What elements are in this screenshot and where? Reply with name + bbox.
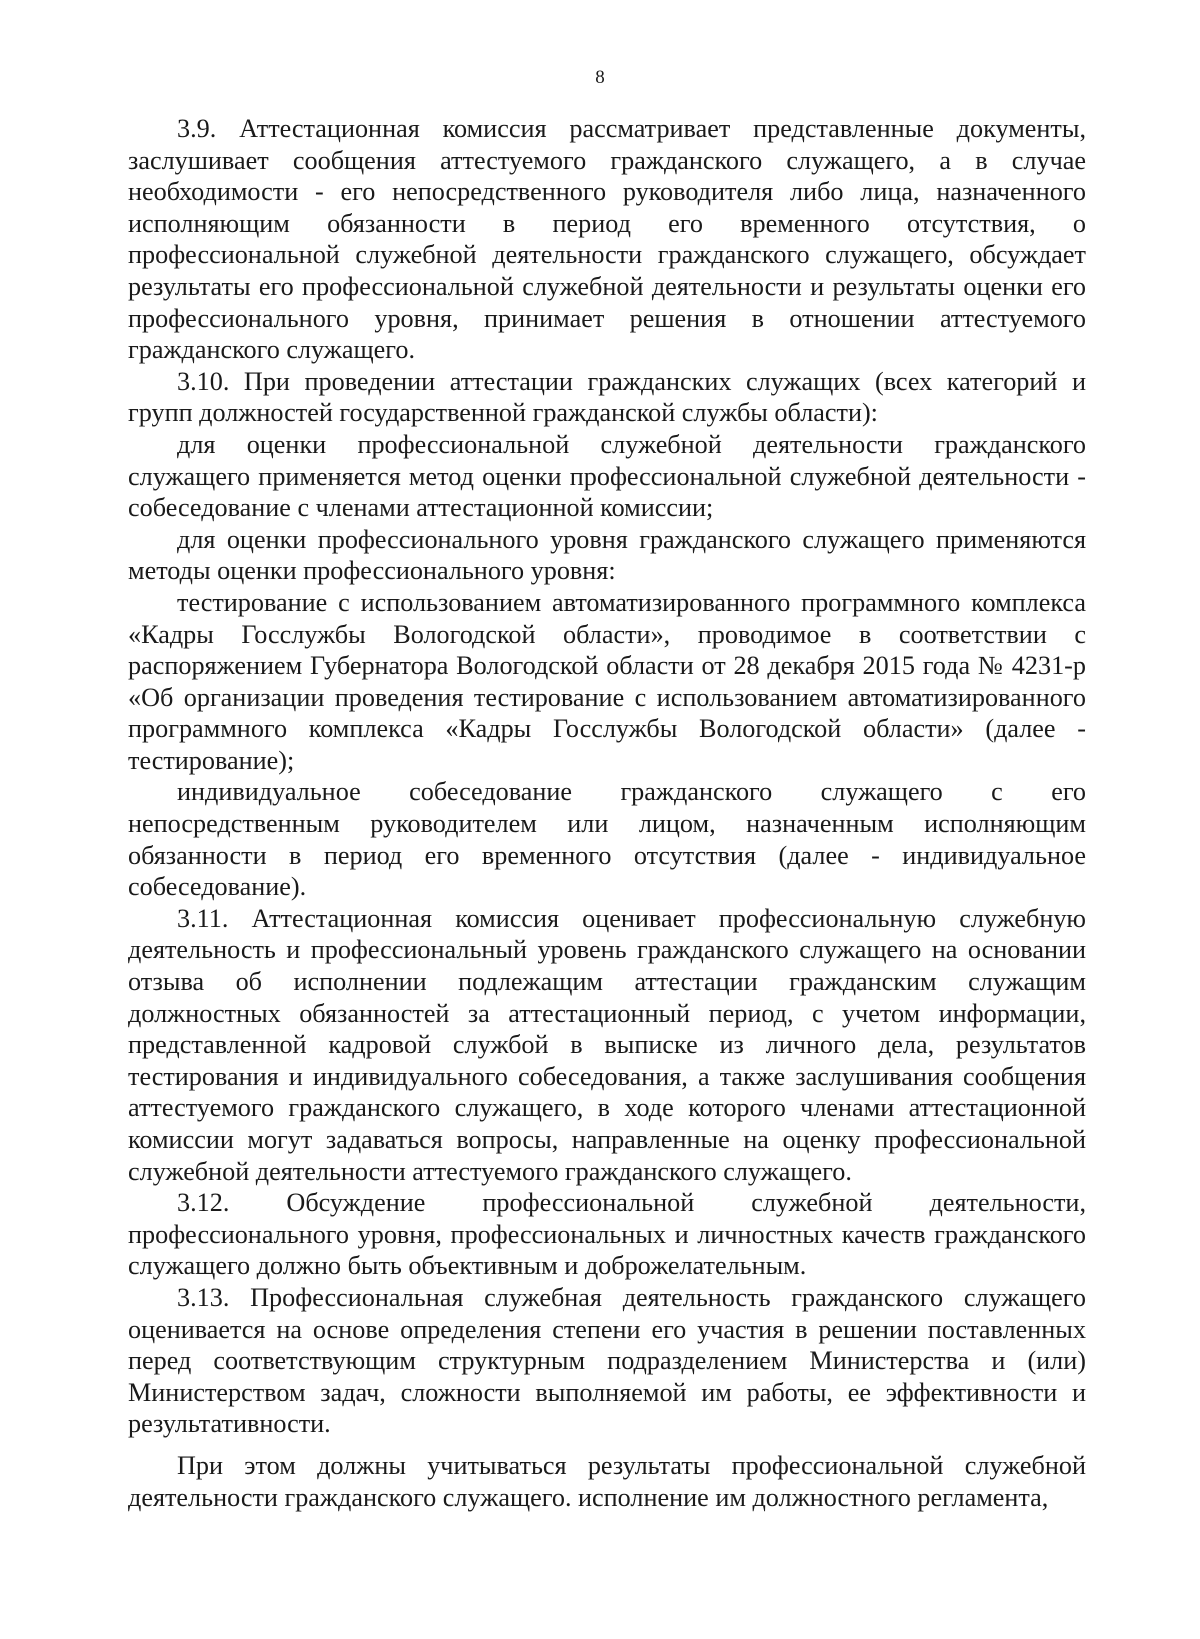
paragraph-3-10-testing: тестирование с использованием автоматизированного программного комплекса «Кадры Госслужбы Вологодской области», проводимое в соответствии с распоряжением Губернатора Вологодской области от 28 декабря 2015 года № 4231-р «Об организации проведения тестирование с использованием автоматизированного программного комплекса «Кадры Госслужбы Вологодской области» (далее - тестирование); bbox=[128, 587, 1086, 775]
paragraph-3-13: 3.13. Профессиональная служебная деятельность гражданского служащего оценивается на основе определения степени его участия в решении поставленных перед соответствующим структурным подразделением Министерства и (или) Министерством задач, сложности выполняемой им работы, ее эффективности и результативности. bbox=[128, 1282, 1086, 1439]
paragraph-3-13-continuation: При этом должны учитываться результаты профессиональной служебной деятельности гражданского служащего. исполнение им должностного регламента, bbox=[128, 1450, 1086, 1512]
paragraph-3-9: 3.9. Аттестационная комиссия рассматривает представленные документы, заслушивает сообщения аттестуемого гражданского служащего, а в случае необходимости - его непосредственного руководителя либо лица, назначенного исполняющим обязанности в период его временного отсутствия, о профессиональной служебной деятельности гражданского служащего, обсуждает результаты его профессиональной служебной деятельности и результаты оценки его профессионального уровня, принимает решения в отношении аттестуемого гражданского служащего. bbox=[128, 114, 1086, 365]
paragraph-3-10-interview: индивидуальное собеседование гражданского служащего с его непосредственным руководителем или лицом, назначенным исполняющим обязанности в период его временного отсутствия (далее - индивидуальное собеседование). bbox=[128, 777, 1086, 902]
page-number: 8 bbox=[595, 67, 605, 88]
paragraph-3-10-professional-activity: для оценки профессиональной служебной деятельности гражданского служащего применяется метод оценки профессиональной служебной деятельности - собеседование с членами аттестационной комиссии; bbox=[128, 429, 1086, 523]
paragraph-3-11: 3.11. Аттестационная комиссия оценивает профессиональную служебную деятельность и профессиональный уровень гражданского служащего на основании отзыва об исполнении подлежащим аттестации гражданским служащим должностных обязанностей за аттестационный период, с учетом информации, представленной кадровой службой в выписке из личного дела, результатов тестирования и индивидуального собеседования, а также заслушивания сообщения аттестуемого гражданского служащего, в ходе которого членами аттестационной комиссии могут задаваться вопросы, направленные на оценку профессиональной служебной деятельности аттестуемого гражданского служащего. bbox=[128, 903, 1086, 1186]
document-body bbox=[128, 113, 1086, 1513]
paragraph-3-10-professional-level: для оценки профессионального уровня гражданского служащего применяются методы оценки профессионального уровня: bbox=[128, 524, 1086, 586]
paragraph-3-10: 3.10. При проведении аттестации гражданских служащих (всех категорий и групп должностей государственной гражданской службы области): bbox=[128, 366, 1086, 428]
paragraph-3-12: 3.12. Обсуждение профессиональной служебной деятельности, профессионального уровня, профессиональных и личностных качеств гражданского служащего должно быть объективным и доброжелательным. bbox=[128, 1188, 1086, 1281]
